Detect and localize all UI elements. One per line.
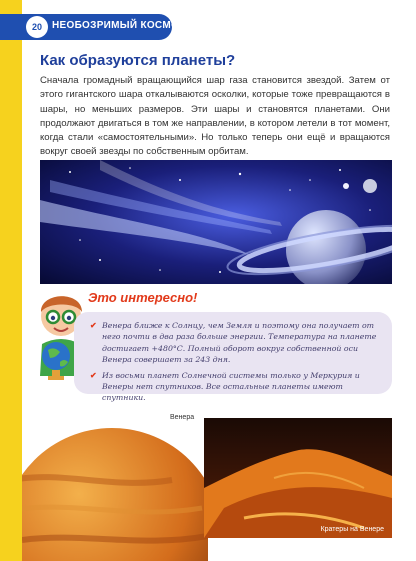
fact-text: Венера ближе к Солнцу, чем Земля и поэтому она получает от него почти в два раза больше энергии. Температура на планете достигает +480°С. Полный оборот вокруг собственной оси Венера совершает за 243 дня. [102,321,377,365]
venus-caption: Венера [170,414,195,421]
fact-text: Из восьми планет Солнечной системы только у Меркурия и Венеры нет спутников. Все остальные планеты имеют спутники. [102,370,360,403]
section-title: НЕОБОЗРИМЫЙ КОСМОС [52,20,187,31]
fact-box [74,312,392,403]
list-item [90,370,386,404]
crater-caption: Кратеры на Венере [320,526,384,533]
list-item [90,320,386,366]
fact-list [90,320,386,408]
checkmark-icon: ✔ [90,321,97,330]
venus-crater-landscape [204,418,392,538]
venus-planet-photo [22,420,208,561]
article-paragraph: Сначала громадный вращающийся шар газа становится звездой. Затем от этого гигантского шара откалываются осколки, которые тоже превращаются в шары, но меньших размеров. Эти шары и становятся планетами. Они продолжают двигаться в том же направлении, в котором летели в тот момент, когда стали «самостоятельными». Но только теперь они ещё и вращаются вокруг своей звезды по собственным орбитам. [40,75,390,158]
fact-label: Это интересно! [88,290,198,305]
checkmark-icon: ✔ [90,370,97,380]
article-heading: Как образуются планеты? [40,52,236,69]
saturn-space-illustration [40,160,392,284]
page-number: 20 [26,16,48,38]
